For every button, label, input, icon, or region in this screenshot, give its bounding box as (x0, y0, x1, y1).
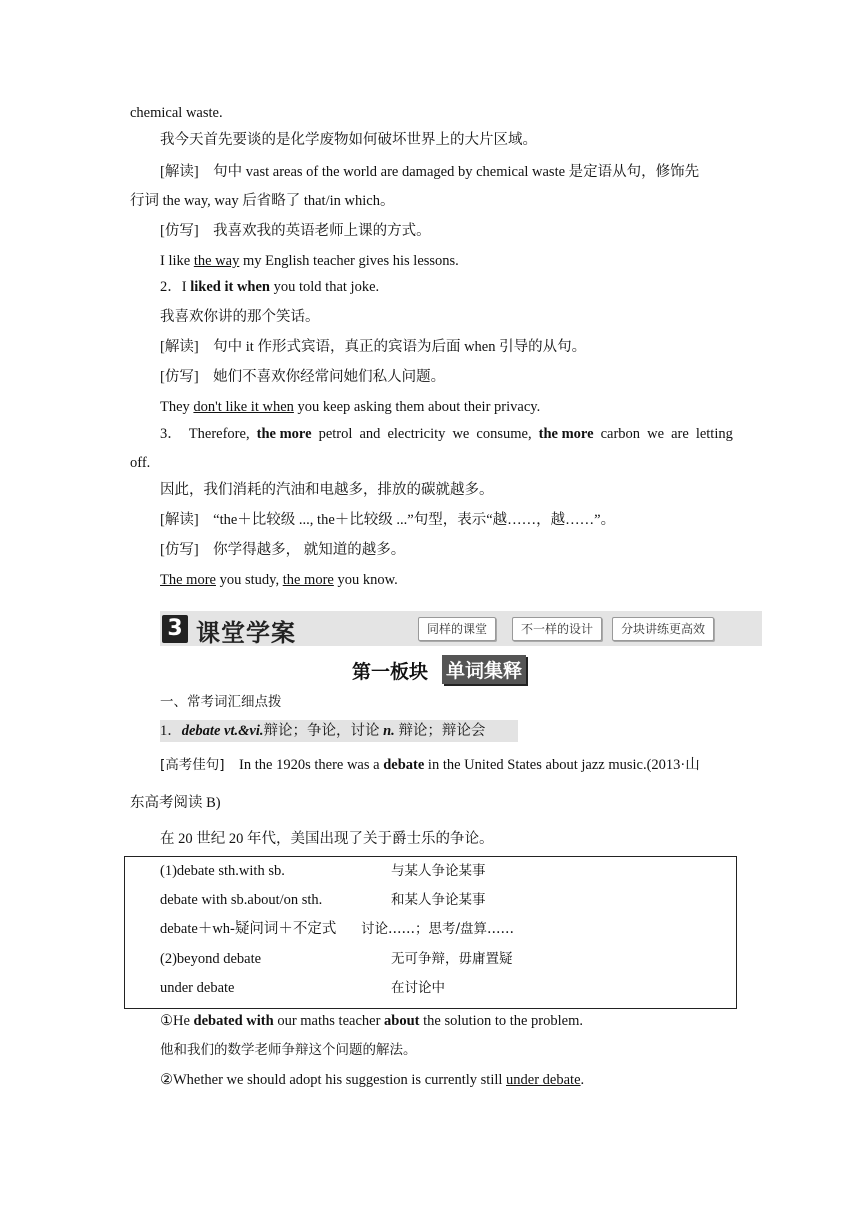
phrase-en: (2)beyond debate (160, 951, 262, 967)
section-number-badge: 3 (162, 615, 188, 643)
interpretation-line: [解读] “the＋比较级 ..., the＋比较级 ...”句型，表示“越……，越……”。 (160, 512, 616, 528)
answer-blank: The more (160, 572, 216, 588)
translation-line: 在 20 世纪 20 年代，美国出现了关于爵士乐的争论。 (160, 831, 494, 847)
exam-sentence: [高考佳句] In the 1920s there was a debate in the United States about jazz music.(2013·山 (160, 757, 700, 773)
answer-blank: don't like it when (193, 399, 294, 415)
translation-line: 因此，我们消耗的汽油和电越多，排放的碳就越多。 (160, 482, 494, 498)
phrase-cn: 和某人争论某事 (391, 892, 486, 908)
phrase-cn: 讨论……；思考/盘算…… (361, 921, 515, 937)
answer-line: They don't like it when you keep asking them about their privacy. (160, 399, 541, 415)
sentence-3-cont: off. (130, 455, 151, 471)
phrase-en: (1)debate sth.with sb. (160, 863, 285, 879)
interpretation-line: [解读] 句中 vast areas of the world are damaged by chemical waste 是定语从句，修饰先 (160, 164, 700, 180)
answer-blank: under debate (506, 1072, 581, 1088)
section-heading-right: 单词集释 (442, 655, 526, 684)
banner-tag: 同样的课堂 (418, 617, 496, 641)
phrase-en: debate＋wh-疑问词＋不定式 (160, 921, 337, 937)
interpretation-line: [解读] 句中 it 作形式宾语，真正的宾语为后面 when 引导的从句。 (160, 339, 587, 355)
section-banner (160, 611, 762, 646)
phrase-cn: 无可争辩，毋庸置疑 (391, 951, 513, 967)
translation-line: 我喜欢你讲的那个笑话。 (160, 309, 320, 325)
phrase-cn: 在讨论中 (391, 980, 445, 996)
banner-tag: 分块讲练更高效 (612, 617, 714, 641)
answer-line: I like the way my English teacher gives his lessons. (160, 253, 459, 269)
answer-blank: the more (282, 572, 334, 588)
banner-tag: 不一样的设计 (512, 617, 602, 641)
sentence-2: 2．I liked it when you told that joke. (160, 279, 380, 295)
sentence-3: 3． Therefore, the more petrol and electricity we consume, the more carbon we are letting (160, 426, 733, 442)
exam-sentence-cont: 东高考阅读 B) (130, 795, 221, 811)
interpretation-line-cont: 行词 the way, way 后省略了 that/in which。 (130, 193, 395, 209)
answer-line: The more you study, the more you know. (160, 572, 398, 588)
phrase-en: debate with sb.about/on sth. (160, 892, 323, 908)
phrase-en: under debate (160, 980, 235, 996)
banner-title: 课堂学案 (196, 619, 296, 647)
answer-blank: the way (193, 253, 240, 269)
imitation-line: [仿写] 她们不喜欢你经常问她们私人问题。 (160, 369, 446, 385)
text-line: chemical waste. (130, 105, 223, 121)
example-sentence-1: ①He debated with our maths teacher about the solution to the problem. (160, 1013, 584, 1029)
phrase-cn: 与某人争论某事 (391, 863, 486, 879)
vocab-entry: 1．debate vt.&vi.辩论；争论，讨论 n. 辩论；辩论会 (160, 723, 486, 739)
translation-line: 我今天首先要谈的是化学废物如何破坏世界上的大片区域。 (160, 132, 537, 148)
example-translation-1: 他和我们的数学老师争辩这个问题的解法。 (160, 1042, 417, 1058)
imitation-line: [仿写] 我喜欢我的英语老师上课的方式。 (160, 223, 431, 239)
imitation-line: [仿写] 你学得越多， 就知道的越多。 (160, 542, 406, 558)
subsection-heading: 一、常考词汇细点拨 (160, 694, 282, 710)
section-heading-left: 第一板块 (352, 661, 429, 683)
example-sentence-2: ②Whether we should adopt his suggestion is currently still under debate. (160, 1072, 585, 1088)
